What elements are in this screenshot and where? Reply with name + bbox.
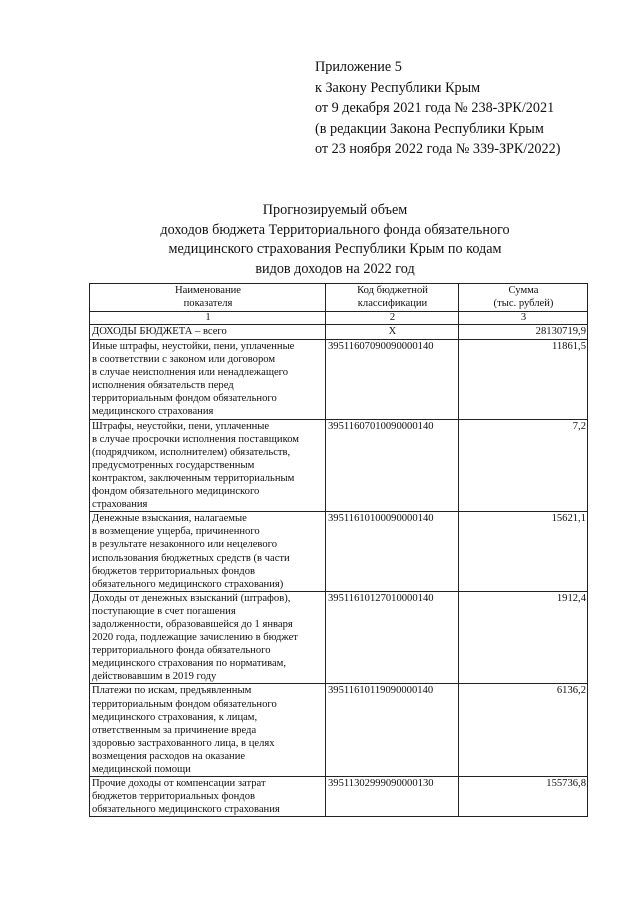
income-name-line: фондом обязательного медицинского — [92, 486, 260, 498]
appendix-line: к Закону Республики Крым — [315, 79, 481, 96]
income-name — [90, 419, 326, 512]
classification-code: 39511610119090000140 — [326, 684, 459, 777]
table-row — [90, 684, 588, 777]
income-name-line: 2020 года, подлежащие зачислению в бюджет — [92, 632, 298, 644]
header-text: Сумма — [508, 285, 539, 296]
appendix-line: от 23 ноября 2022 года № 339-ЗРК/2022) — [315, 141, 561, 157]
header-text: Код бюджетной — [357, 285, 428, 296]
income-name-line: исполнения обязательств перед — [92, 380, 234, 392]
income-name-line: Иные штрафы, неустойки, пени, уплаченные — [92, 341, 295, 352]
classification-code: 39511302999090000130 — [326, 777, 459, 817]
column-number: 3 — [459, 312, 588, 325]
income-name-line: использования бюджетных средств (в части — [92, 552, 290, 564]
income-name-line: обязательного медицинского страхования) — [92, 578, 284, 590]
income-name-line: в результате незаконного или нецелевого — [92, 539, 278, 551]
title-line: видов доходов на 2022 год — [255, 260, 415, 277]
header-text: показателя — [183, 298, 233, 310]
document-title — [140, 201, 530, 279]
sum-value: 11861,5 — [459, 340, 588, 420]
appendix-line: (в редакции Закона Республики Крым — [315, 120, 544, 137]
income-name-line: в соответствии с законом или договором — [92, 354, 276, 366]
income-name-line: Штрафы, неустойки, пени, уплаченные — [92, 420, 270, 432]
income-name-line: страхования — [92, 499, 148, 511]
classification-code: 39511610100090000140 — [326, 512, 459, 592]
income-name-line: Платежи по искам, предъявленным — [92, 685, 252, 697]
header-classification-code — [326, 284, 459, 312]
income-name-line: здоровью застрахованного лица, в целях — [92, 737, 275, 749]
sum-value: 1912,4 — [459, 591, 588, 684]
table-row — [90, 591, 588, 684]
income-name-line: (подрядчиком, исполнителем) обязательств, — [92, 446, 291, 458]
sum-value: 15621,1 — [459, 512, 588, 592]
header-text: Наименование — [175, 285, 241, 296]
table-header-row — [90, 284, 588, 312]
appendix-line: Приложение 5 — [315, 59, 402, 75]
column-number: 1 — [90, 312, 326, 325]
income-name-line: в возмещение ущерба, причиненного — [92, 526, 260, 538]
income-name — [90, 512, 326, 592]
income-name-line: Денежные взыскания, налагаемые — [92, 513, 247, 525]
total-sum: 28130719,9 — [459, 325, 588, 340]
header-sum — [459, 284, 588, 312]
income-name-line: задолженности, образовавшейся до 1 января — [92, 618, 293, 630]
classification-code: 39511607010090000140 — [326, 419, 459, 512]
total-name: ДОХОДЫ БЮДЖЕТА – всего — [90, 325, 326, 340]
income-name-line: действовавшим в 2019 году — [92, 671, 217, 683]
income-name — [90, 591, 326, 684]
income-name — [90, 777, 326, 817]
income-name-line: медицинского страхования по нормативам, — [92, 658, 287, 670]
classification-code: 39511607090090000140 — [326, 340, 459, 420]
income-name-line: территориального фонда обязательного — [92, 645, 271, 657]
classification-code: 39511610127010000140 — [326, 591, 459, 684]
income-name — [90, 340, 326, 420]
table-row — [90, 419, 588, 512]
income-name-line: медицинской помощи — [92, 764, 191, 775]
sum-value: 6136,2 — [459, 684, 588, 777]
appendix-reference — [315, 57, 560, 160]
income-name-line: медицинского страхования — [92, 406, 214, 418]
income-name-line: обязательного медицинского страхования — [92, 804, 280, 816]
total-code: Х — [326, 325, 459, 340]
income-name-line: ответственным за причинение вреда — [92, 724, 257, 736]
income-name — [90, 684, 326, 777]
income-name-line: Доходы от денежных взысканий (штрафов), — [92, 592, 291, 604]
revenue-table — [89, 283, 588, 817]
income-name-line: в случае просрочки исполнения поставщиком — [92, 433, 300, 445]
income-name-line: территориальным фондом обязательного — [92, 393, 277, 405]
income-name-line: территориальным фондом обязательного — [92, 698, 277, 710]
sum-value: 155736,8 — [459, 777, 588, 817]
table-row — [90, 340, 588, 420]
title-line: Прогнозируемый объем — [262, 202, 408, 218]
income-name-line: возмещения расходов на оказание — [92, 750, 246, 762]
header-text: (тыс. рублей) — [493, 298, 554, 310]
table-row — [90, 777, 588, 817]
sum-value: 7,2 — [459, 419, 588, 512]
income-name-line: Прочие доходы от компенсации затрат — [92, 778, 266, 790]
table-row — [90, 512, 588, 592]
income-name-line: предусмотренных государственным — [92, 459, 255, 471]
title-line: доходов бюджета Территориального фонда обязательного — [160, 221, 510, 238]
column-number: 2 — [326, 312, 459, 325]
income-name-line: бюджетов территориальных фондов — [92, 791, 255, 803]
income-name-line: медицинского страхования, к лицам, — [92, 711, 258, 723]
header-text: классификации — [357, 298, 428, 310]
income-name-line: бюджетов территориальных фондов — [92, 565, 255, 577]
appendix-line: от 9 декабря 2021 года № 238-ЗРК/2021 — [315, 100, 555, 116]
total-row — [90, 325, 588, 340]
income-name-line: в случае неисполнения или ненадлежащего — [92, 367, 289, 379]
title-line: медицинского страхования Республики Крым по кодам — [168, 241, 502, 257]
column-number-row — [90, 312, 588, 325]
header-indicator-name — [90, 284, 326, 312]
income-name-line: поступающие в счет погашения — [92, 605, 236, 617]
income-name-line: контрактом, заключенным территориальным — [92, 472, 295, 484]
